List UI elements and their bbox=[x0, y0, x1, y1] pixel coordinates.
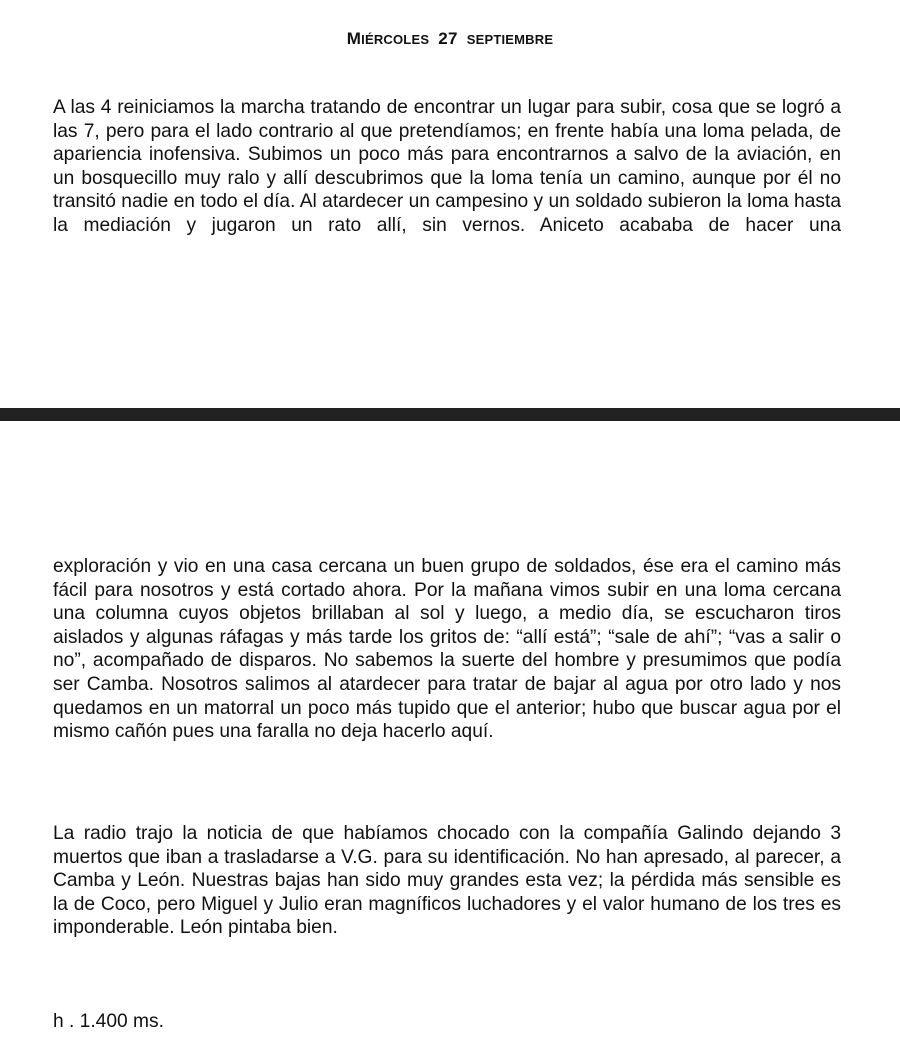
heading-month: SEPTIEMBRE bbox=[466, 32, 554, 47]
heading-day-rest: IÉRCOLES bbox=[361, 32, 430, 47]
heading-day-initial: M bbox=[346, 29, 362, 48]
paragraph-continuation: exploración y vio en una casa cercana un buen grupo de soldados, ése era el camino más fácil para nosotros y está cortado ahora. Por la mañana vimos subir en una loma cercana una columna cuyos objetos brillaban al sol y luego, a medio día, se escucharon tiros aislados y algunas ráfagas y más tarde los gritos de: “allí está”; “sale de ahí”; “vas a salir o no”, acompañado de disparos. No sabemos la suerte del hombre y presumimos que podía ser Camba. Nosotros salimos al atardecer para tratar de bajar al agua por otro lado y nos quedamos en un matorral un poco más tupido que el anterior; hubo que buscar agua por el mismo cañón pues una faralla no deja hacerlo aquí. bbox=[53, 556, 841, 743]
page-heading bbox=[0, 15, 900, 52]
paragraph-radio-news: La radio trajo la noticia de que habíamos chocado con la compañía Galindo dejando 3 muertos que iban a trasladarse a V.G. para su identificación. No han apresado, al parecer, a Camba y León. Nuestras bajas han sido muy grandes esta vez; la pérdida más sensible es la de Coco, pero Miguel y Julio eran magníficos luchadores y el valor humano de los tres es imponderable. León pintaba bien. bbox=[53, 823, 841, 939]
paragraph-upper-page: A las 4 reiniciamos la marcha tratando de encontrar un lugar para subir, cosa que se logró a las 7, pero para el lado contrario al que pretendíamos; en frente había una loma pelada, de apariencia inofensiva. Subimos un poco más para encontrarnos a salvo de la aviación, en un bosquecillo muy ralo y allí descubrimos que la loma tenía un camino, aunque por él no transitó nadie en todo el día. Al atardecer un campesino y un soldado subieron la loma hasta la mediación y jugaron un rato allí, sin vernos. Aniceto acababa de hacer una bbox=[53, 97, 841, 236]
paragraph-altitude: h . 1.400 ms. bbox=[53, 1011, 164, 1032]
page-divider bbox=[0, 408, 900, 421]
heading-day-number: 27 bbox=[438, 29, 458, 48]
